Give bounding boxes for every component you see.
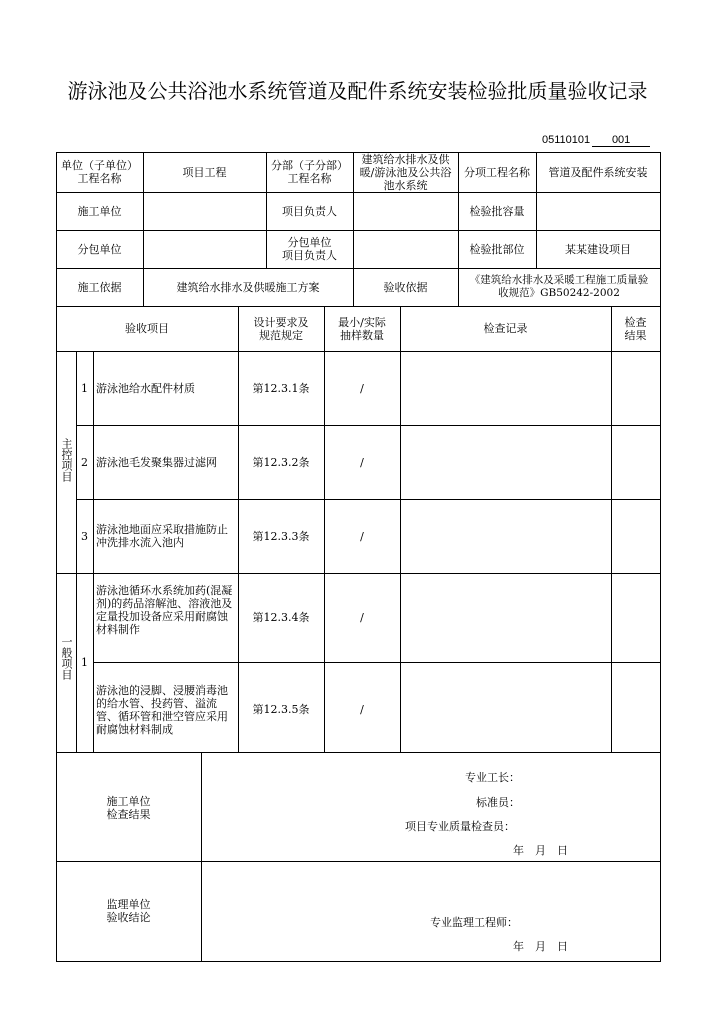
foreman-label: 专业工长： <box>465 771 520 784</box>
col-item: 验收项目 <box>125 322 169 335</box>
general-row-1-spec: 第12.3.4条 <box>252 611 310 624</box>
construction-date: 年 月 日 <box>513 844 568 857</box>
general-row-2-item: 游泳池的浸脚、浸腰消毒池的给水管、投药管、溢流管、循环管和泄空管应采用耐腐蚀材料制成 <box>96 684 228 736</box>
basis-label: 施工依据 <box>77 281 122 294</box>
pm-label: 项目负责人 <box>282 205 337 218</box>
subcontractor-label: 分包单位 <box>77 243 122 256</box>
unit-label <box>56 159 143 185</box>
col-record: 检查记录 <box>483 322 528 335</box>
main-row-3-item: 游泳池地面应采取措施防止冲洗排水流入池内 <box>96 523 228 549</box>
main-row-3-spec: 第12.3.3条 <box>252 530 310 543</box>
main-row-1-item: 游泳池给水配件材质 <box>96 382 195 395</box>
general-row-1-sample: / <box>360 611 364 624</box>
code-prefix: 05110101 <box>542 134 591 146</box>
contractor-label: 施工单位 <box>77 205 122 218</box>
division-label: 分部（子分部） 工程名称 <box>271 159 348 185</box>
col-sample: 最小/实际 抽样数量 <box>338 316 386 342</box>
unit-value: 项目工程 <box>182 166 227 179</box>
general-no: 1 <box>81 656 88 669</box>
main-row-2-no: 2 <box>81 456 88 469</box>
quality-inspector-label: 项目专业质量检查员： <box>405 820 515 833</box>
subitem-label: 分项工程名称 <box>464 166 530 179</box>
general-row-2-spec: 第12.3.5条 <box>252 703 310 716</box>
code-number: 001 <box>592 134 650 147</box>
division-value: 建筑给水排水及供 暖/游泳池及公共浴 池水系统 <box>359 153 452 192</box>
acceptance-value: 《建筑给水排水及采暖工程施工质量验 收规范》GB50242-2002 <box>469 274 649 299</box>
main-row-1-sample: / <box>360 382 364 395</box>
supervision-date: 年 月 日 <box>513 940 568 953</box>
construction-check-label: 施工单位 检查结果 <box>106 795 151 821</box>
main-row-2-item: 游泳池毛发聚集器过滤网 <box>96 456 217 469</box>
unit-label-text: 单位（子单位） 工程名称 <box>61 159 138 185</box>
general-row-1-item: 游泳池循环水系统加药(混凝剂)的药品溶解池、溶液池及定量投加设备应采用耐腐蚀材料制作 <box>96 584 233 636</box>
col-design: 设计要求及 规范规定 <box>253 316 309 342</box>
page-title: 游泳池及公共浴池水系统管道及配件系统安装检验批质量验收记录 <box>67 79 648 103</box>
inspector-label: 标准员： <box>476 796 520 809</box>
location-label: 检验批部位 <box>469 243 525 256</box>
main-row-3-no: 3 <box>81 530 88 543</box>
general-label: 一般项目 <box>60 636 73 680</box>
main-row-1-spec: 第12.3.1条 <box>252 382 310 395</box>
basis-value: 建筑给水排水及供暖施工方案 <box>176 281 320 294</box>
main-row-2-spec: 第12.3.2条 <box>252 456 310 469</box>
subitem-value: 管道及配件系统安装 <box>548 166 648 179</box>
main-row-3-sample: / <box>360 530 364 543</box>
main-row-2-sample: / <box>360 456 364 469</box>
capacity-label: 检验批容量 <box>469 205 525 218</box>
main-row-1-no: 1 <box>81 382 88 395</box>
supervision-engineer-label: 专业监理工程师： <box>430 916 518 929</box>
general-row-2-sample: / <box>360 703 364 716</box>
location-value: 某某建设项目 <box>565 243 631 256</box>
sub-pm-label: 分包单位 项目负责人 <box>282 236 337 262</box>
supervision-label: 监理单位 验收结论 <box>106 898 151 924</box>
main-control-label: 主控项目 <box>60 438 73 482</box>
col-result: 检查 结果 <box>624 316 647 342</box>
acceptance-label: 验收依据 <box>383 281 428 294</box>
